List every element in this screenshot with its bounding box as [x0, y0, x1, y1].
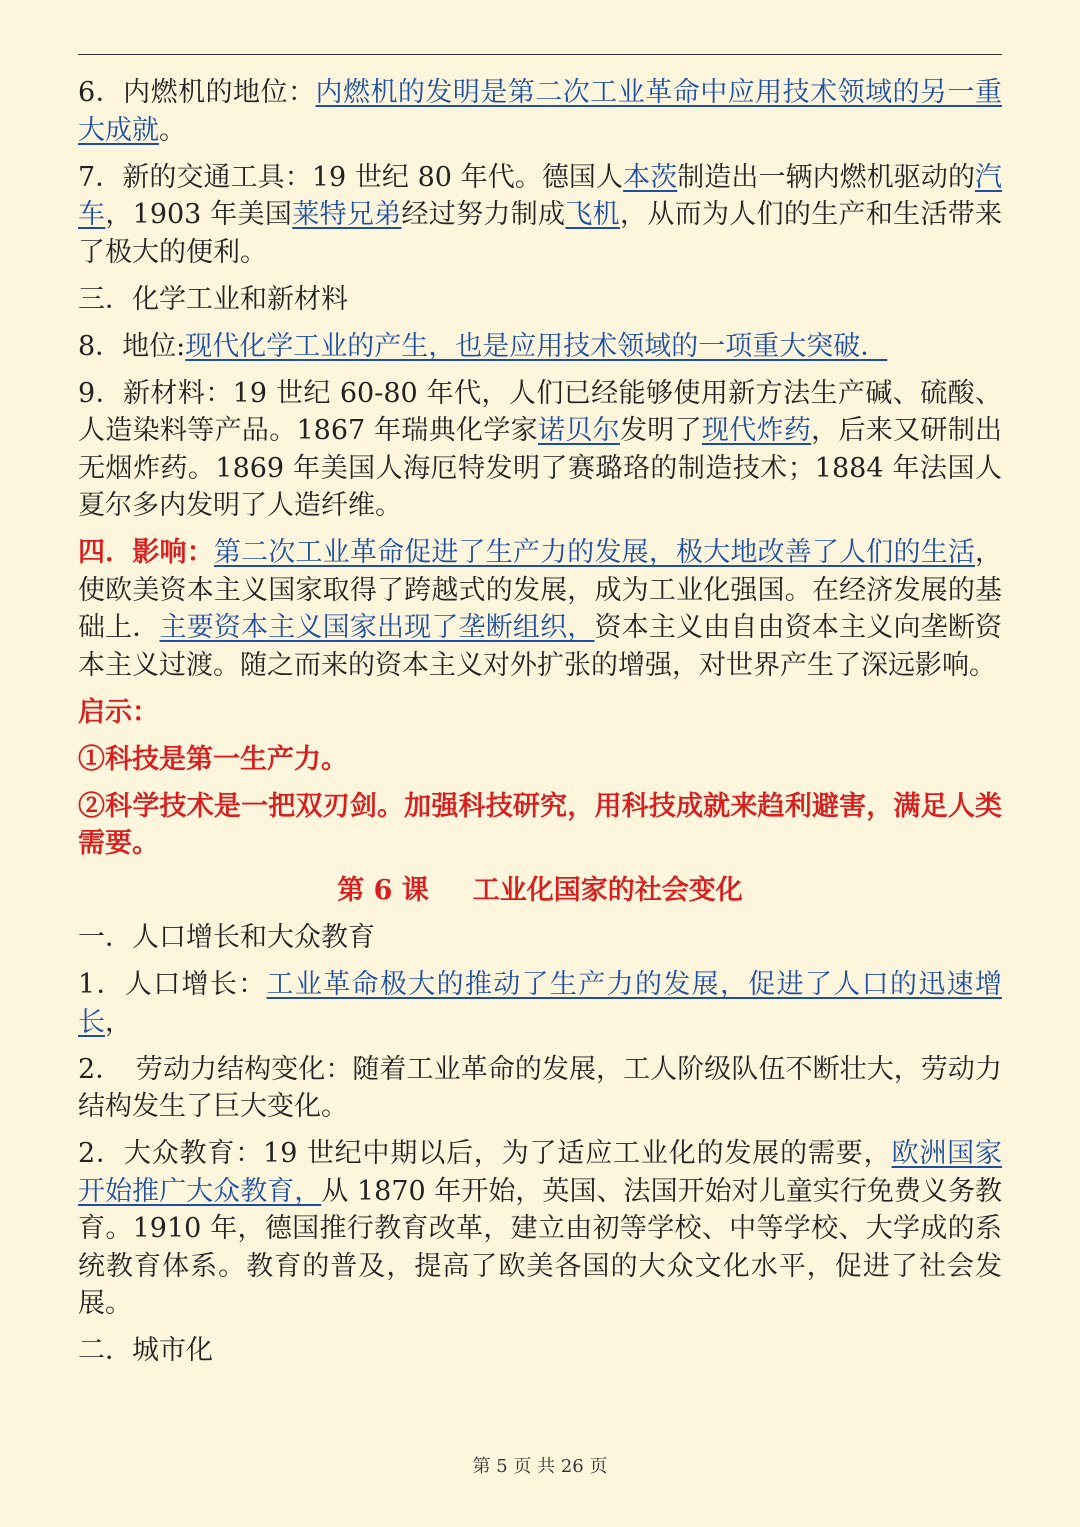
insight-item-2: ②科学技术是一把双刃剑。加强科技研究，用科技成就来趋利避害，满足人类需要。	[78, 790, 1002, 859]
section-4-label: 四．影响：	[78, 537, 214, 568]
lesson-name: 工业化国家的社会变化	[472, 875, 743, 906]
key-term: 莱特兄弟	[292, 199, 402, 230]
page-footer: 第 5 页 共 26 页	[472, 1456, 608, 1477]
insight-label: 启示：	[78, 696, 159, 728]
section-4-impact: 四．影响：第二次工业革命促进了生产力的发展，极大地改善了人们的生活，使欧美资本主义国家取得了跨越式的发展，成为工业化强国。在经济发展的基础上．主要资本主义国家出现了垄断组织，资本主义由自由资本主义向垄断资本主义过渡。随之而来的资本主义对外扩张的增强，对世界产生了深远影响。	[78, 537, 1003, 681]
section-heading-3: 三．化学工业和新材料	[78, 283, 348, 315]
key-term: 飞机	[565, 199, 620, 230]
key-point: 工业革命极大的推动了生产力的发展，促进了人口的迅速增长	[78, 969, 1002, 1038]
section-heading-1: 一．人口增长和大众教育	[78, 922, 375, 953]
key-term: 现代炸药	[701, 415, 812, 446]
document-body	[78, 74, 1002, 1379]
paragraph-6: 6．内燃机的地位：内燃机的发明是第二次工业革命中应用技术领域的另一重大成就。	[78, 77, 1002, 146]
lesson-number: 第 6 课	[337, 875, 429, 906]
section-heading-2: 二．城市化	[78, 1335, 213, 1366]
key-point: 主要资本主义国家出现了垄断组织，	[159, 612, 595, 643]
lesson-title	[78, 872, 1002, 910]
key-point: 内燃机的发明是第二次工业革命中应用技术领域的另一重大成就	[78, 77, 1002, 146]
paragraph-9: 9．新材料：19 世纪 60-80 年代，人们已经能够使用新方法生产碱、硫酸、人造染料等产品。1867 年瑞典化学家诺贝尔发明了现代炸药，后来又研制出无烟炸药。1869 年美国人海厄特发明了赛璐珞的制造技术；1884 年法国人夏尔多内发明了人造纤维。	[78, 377, 1003, 521]
paragraph-population: 1．人口增长：工业革命极大的推动了生产力的发展，促进了人口的迅速增长，	[78, 969, 1002, 1038]
key-point: 第二次工业革命促进了生产力的发展，极大地改善了人们的生活	[213, 537, 976, 568]
key-term: 汽车	[78, 161, 1003, 230]
key-term: 诺贝尔	[538, 415, 620, 446]
key-term: 本茨	[623, 161, 678, 193]
paragraph-labor: 2． 劳动力结构变化：随着工业革命的发展，工人阶级队伍不断壮大，劳动力结构发生了巨大变化。	[78, 1053, 1002, 1122]
paragraph-education: 2．大众教育：19 世纪中期以后，为了适应工业化的发展的需要，欧洲国家开始推广大众教育，从 1870 年开始，英国、法国开始对儿童实行免费义务教育。1910 年，德国推行教育改革，建立由初等学校、中等学校、大学成的系统教育体系。教育的普及，提高了欧美各国的大众文化水平，促进了社会发展。	[78, 1138, 1003, 1319]
header-rule	[78, 54, 1002, 55]
key-point: 现代化学工业的产生，也是应用技术领域的一项重大突破．	[185, 330, 888, 362]
insight-item-1: ①科技是第一生产力。	[78, 743, 348, 775]
paragraph-7: 7．新的交通工具：19 世纪 80 年代。德国人本茨制造出一辆内燃机驱动的汽车，1903 年美国莱特兄弟经过努力制成飞机，从而为人们的生产和生活带来了极大的便利。	[78, 161, 1003, 268]
key-point: 欧洲国家开始推广大众教育，	[78, 1138, 1003, 1207]
paragraph-8: 8．地位:现代化学工业的产生，也是应用技术领域的一项重大突破．	[78, 330, 888, 362]
